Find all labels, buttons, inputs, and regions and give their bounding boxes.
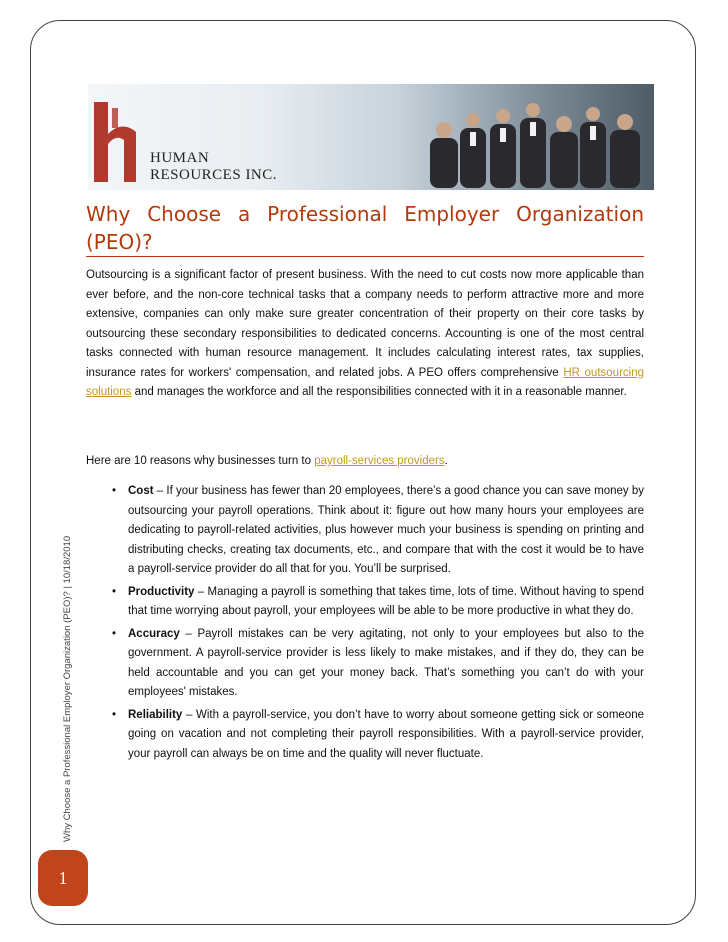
reasons-intro-text: Here are 10 reasons why businesses turn to: [86, 455, 315, 467]
reasons-list: [108, 482, 644, 767]
payroll-services-link[interactable]: payroll-services providers: [314, 455, 445, 467]
bullet-icon: •: [112, 627, 117, 640]
reason-item: [108, 625, 644, 703]
intro-paragraph: [86, 266, 644, 403]
reason-term: Reliability: [128, 708, 183, 721]
reason-item: [108, 706, 644, 765]
reason-text: – If your business has fewer than 20 employees, there’s a good chance you can save money by outsourcing your payroll operations. Think about it: figure out how many hours your employees are dedicating to payroll-related activities, plus however much your business is spending on printing and distributing checks, creating tax documents, etc., and compare that with the cost it would be to have a payroll-service provider do all that for you. You’ll be surprised.: [128, 485, 644, 575]
intro-text-end: and manages the workforce and all the responsibilities connected with it in a reasonable manner.: [131, 386, 627, 398]
bullet-icon: •: [112, 485, 117, 497]
page-number: 1: [58, 868, 68, 888]
reason-term: Accuracy: [128, 627, 180, 640]
reason-term: Productivity: [128, 585, 195, 598]
company-name-line2: RESOURCES INC.: [150, 167, 278, 183]
reason-item: [108, 482, 644, 580]
company-name-line1: HUMAN: [150, 150, 210, 166]
reason-text: – With a payroll-service, you don’t have to worry about someone getting sick or someone going on vacation and not completing their payroll responsibilities. With a payroll-service provider, your payroll can always be on time and the quality will never fluctuate.: [128, 708, 644, 760]
sidebar-footer-text: Why Choose a Professional Employer Organization (PEO)? | 10/18/2010: [62, 535, 73, 842]
company-logo-icon: [92, 98, 140, 186]
reason-term: Cost: [128, 485, 154, 497]
reasons-intro-end: .: [444, 455, 448, 467]
title-divider: [86, 256, 644, 257]
reason-text: – Payroll mistakes can be very agitating, not only to your employees but also to the government. A payroll-service provider is less likely to make mistakes, and if they do, they can be held accountable and you can get your money back. That’s something you can’t do with your employees' mistakes.: [128, 627, 644, 698]
page-title: Why Choose a Professional Employer Organization (PEO)?: [86, 202, 644, 254]
company-name: [150, 150, 277, 184]
reason-item: [108, 583, 644, 622]
bullet-icon: •: [112, 585, 117, 598]
reasons-intro-paragraph: [86, 452, 644, 472]
intro-text: Outsourcing is a significant factor of present business. With the need to cut costs now more applicable than ever before, and the non-core technical tasks that a company needs to perform attractive more and more extensive, companies can only make sure greater concentration of their property on their core tasks by outsourcing these secondary responsibilities to dedicated concerns. Accounting is one of the most central tasks connected with human resource management. It includes calculating interest rates, tax supplies, insurance rates for workers' compensation, and related jobs. A PEO offers comprehensive: [86, 269, 644, 379]
reason-text: – Managing a payroll is something that takes time, lots of time. Without having to spend that time worrying about payroll, your employees will be able to be more productive in what they do.: [128, 585, 644, 617]
team-photo: [420, 88, 654, 188]
page-number-badge: [38, 850, 88, 906]
bullet-icon: •: [112, 708, 117, 721]
hr-outsourcing-link[interactable]: HR outsourcing solutions: [86, 366, 644, 398]
